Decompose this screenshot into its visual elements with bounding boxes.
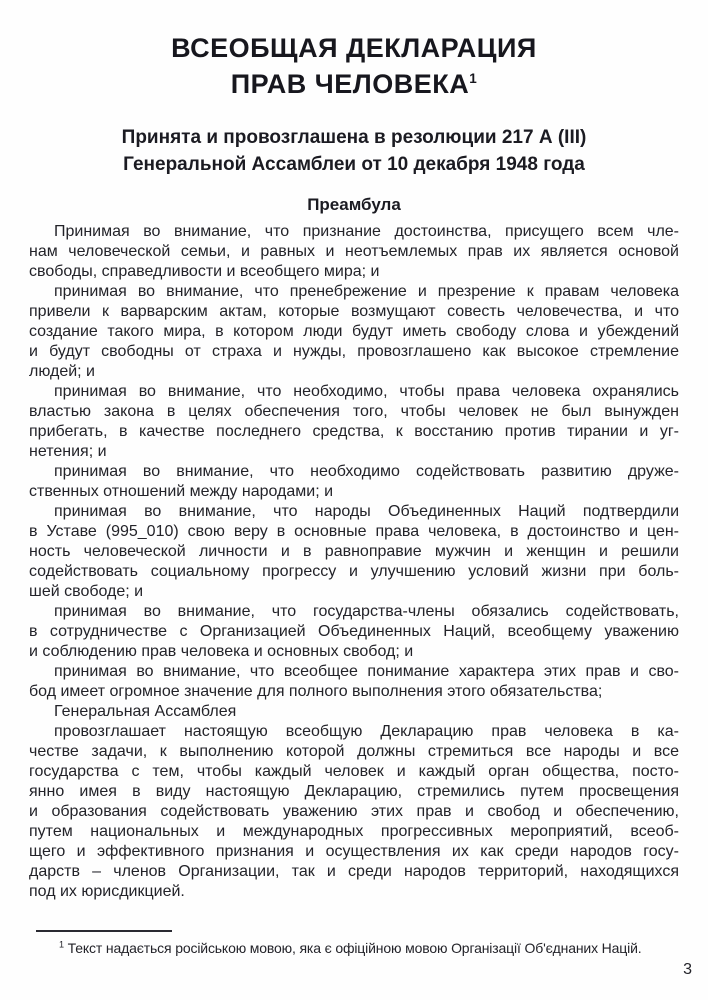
text-line: принимая во внимание, что всеобщее понимание характера этих прав и сво- [54, 663, 679, 680]
document-title [29, 30, 679, 102]
text-line: принимая во внимание, что государства-члены обязались содействовать, [54, 603, 679, 620]
text-line: нетения; и [29, 443, 107, 460]
text-line: путем национальных и международных прогрессивных мероприятий, всеоб- [29, 823, 679, 840]
text-line: прибегать, в качестве последнего средства, к восстанию против тирании и уг- [29, 423, 679, 440]
document-subtitle [29, 124, 679, 178]
text-line: властью закона в целях обеспечения того, чтобы человек не был вынужден [29, 403, 679, 420]
preamble-heading: Преамбула [307, 195, 401, 214]
text-line: шей свободе; и [29, 583, 144, 600]
document-subtitle-line1: Принята и провозглашена в резолюции 217 А (III) [121, 127, 587, 148]
text-line: государства с тем, чтобы каждый человек и каждый орган общества, посто- [29, 763, 679, 780]
document-title-line1: ВСЕОБЩАЯ ДЕКЛАРАЦИЯ [171, 33, 537, 63]
text-line: в сотрудничестве с Организацией Объединенных Наций, всеобщему уважению [29, 623, 679, 640]
text-line: и соблюдению прав человека и основных свобод; и [29, 643, 414, 660]
text-line: и образования содействовать уважению этих прав и свобод и обеспечению, [29, 803, 679, 820]
document-title-line2: ПРАВ ЧЕЛОВЕКА$^1$ [230, 69, 478, 99]
text-line: и будут свободны от страха и нужды, провозглашено как высокое стремление [29, 343, 679, 360]
page-number: 3 [683, 961, 692, 978]
footnote-marker: 1 [59, 939, 64, 950]
document-subtitle-line2: Генеральной Ассамблеи от 10 декабря 1948 года [123, 154, 585, 175]
text-line: привели к варварским актам, которые возмущают совесть человечества, и что [29, 303, 679, 320]
text-line: провозглашает настоящую всеобщую Декларацию прав человека в ка- [54, 723, 679, 740]
text-line: принимая во внимание, что необходимо, чтобы права человека охранялись [54, 383, 679, 400]
text-line: создание такого мира, в котором люди будут иметь свободу слова и убеждений [29, 323, 679, 340]
text-line: содействовать социальному прогрессу и улучшению условий жизни при боль- [29, 563, 679, 580]
text-line: щего и эффективного признания и осуществления их как среди народов госу- [29, 843, 679, 860]
text-line: ность человеческой личности и в равноправие мужчин и женщин и решили [29, 543, 679, 560]
text-line: принимая во внимание, что необходимо содействовать развитию друже- [54, 463, 679, 480]
text-line: свободы, справедливости и всеобщего мира; и [29, 263, 380, 280]
text-line: янно имея в виду настоящую Декларацию, стремились путем просвещения [29, 783, 679, 800]
text-line: Генеральная Ассамблея [54, 703, 237, 720]
text-line: в Уставе (995_010) свою веру в основные права человека, в достоинство и цен- [29, 523, 679, 540]
title-footnote-marker: 1 [469, 71, 478, 86]
footnote-separator [36, 930, 172, 932]
footnote [29, 939, 679, 957]
preamble-paragraphs [29, 222, 679, 902]
text-line: под их юрисдикцией. [29, 883, 185, 900]
text-line: принимая во внимание, что народы Объединенных Наций подтвердили [54, 503, 679, 520]
text-line: бод имеет огромное значение для полного выполнения этого обязательства; [29, 683, 603, 700]
text-line: Принимая во внимание, что признание достоинства, присущего всем чле- [54, 223, 679, 240]
text-line: принимая во внимание, что пренебрежение и презрение к правам человека [54, 283, 679, 300]
text-line: нам человеческой семьи, и равных и неотъемлемых прав их является основой [29, 243, 679, 260]
text-line: дарств – членов Организации, так и среди народов территорий, находящихся [29, 863, 679, 880]
footnote-text: Текст надається російською мовою, яка є офіційною мовою Організації Об'єднаних Націй. [63, 940, 642, 956]
text-line: людей; и [29, 363, 95, 380]
text-line: честве задачи, к выполнению которой должны стремиться все народы и все [29, 743, 679, 760]
text-line: ственных отношений между народами; и [29, 483, 334, 500]
